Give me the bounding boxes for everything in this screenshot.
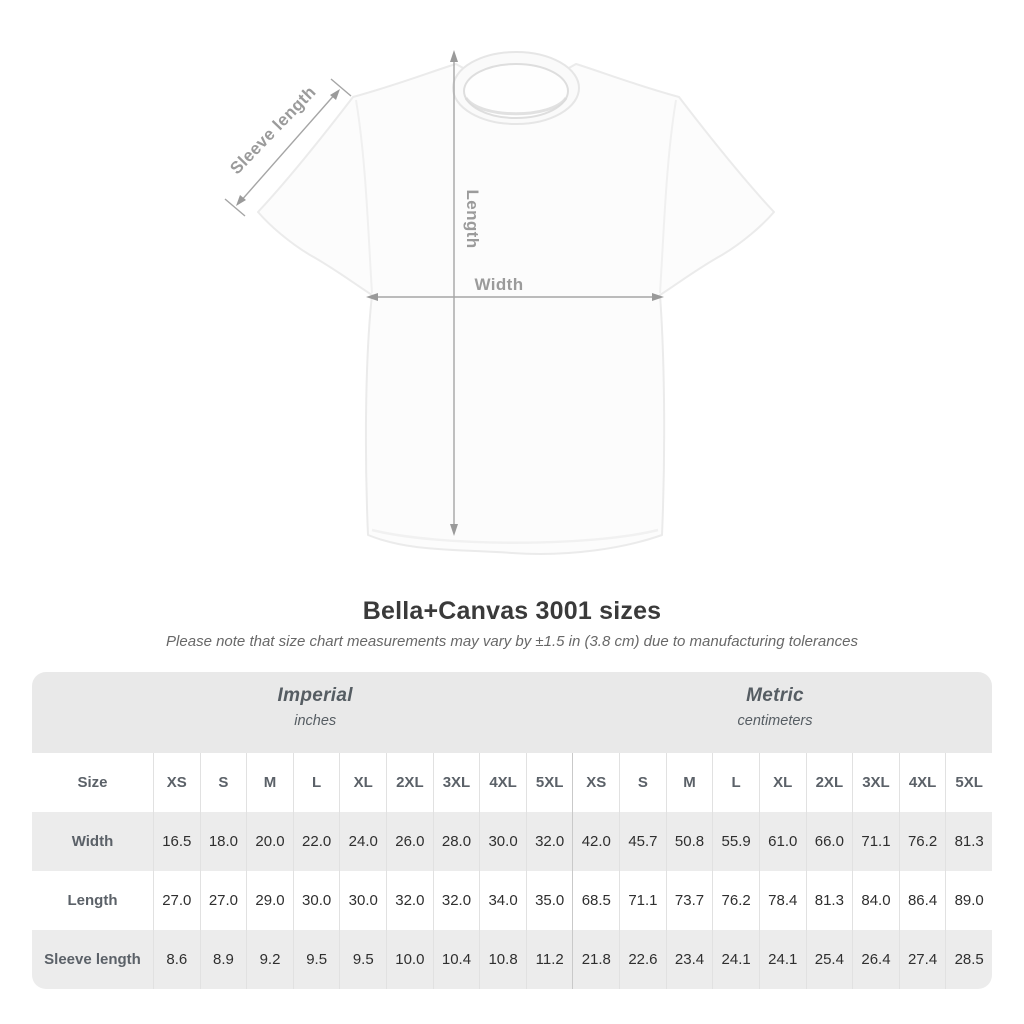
size-header-imperial: XL <box>339 753 386 812</box>
value-cell: 26.4 <box>852 930 899 989</box>
value-cell: 28.5 <box>945 930 992 989</box>
value-cell: 61.0 <box>759 812 806 871</box>
value-cell: 35.0 <box>526 871 573 930</box>
unit-group-imperial <box>278 685 353 729</box>
page-title: Bella+Canvas 3001 sizes <box>362 597 662 625</box>
value-cell: 71.1 <box>852 812 899 871</box>
value-cell: 55.9 <box>712 812 759 871</box>
value-cell: 50.8 <box>666 812 713 871</box>
value-cell: 25.4 <box>806 930 853 989</box>
size-header-imperial: 5XL <box>526 753 573 812</box>
value-cell: 71.1 <box>619 871 666 930</box>
imperial-label: Imperial <box>277 685 353 706</box>
row-label: Length <box>32 871 153 930</box>
value-cell: 16.5 <box>153 812 200 871</box>
size-header-metric: 5XL <box>945 753 992 812</box>
value-cell: 9.5 <box>293 930 340 989</box>
size-header-imperial: XS <box>153 753 200 812</box>
value-cell: 8.9 <box>200 930 247 989</box>
value-cell: 22.0 <box>293 812 340 871</box>
size-header-metric: 3XL <box>852 753 899 812</box>
unit-header-row <box>32 672 992 753</box>
value-cell: 84.0 <box>852 871 899 930</box>
value-cell: 24.1 <box>759 930 806 989</box>
value-cell: 81.3 <box>945 812 992 871</box>
value-cell: 27.0 <box>200 871 247 930</box>
size-header-metric: M <box>666 753 713 812</box>
imperial-unit: inches <box>294 713 337 729</box>
value-cell: 23.4 <box>666 930 713 989</box>
value-cell: 10.0 <box>386 930 433 989</box>
value-cell: 27.4 <box>899 930 946 989</box>
value-cell: 89.0 <box>945 871 992 930</box>
value-cell: 78.4 <box>759 871 806 930</box>
value-cell: 22.6 <box>619 930 666 989</box>
size-header-imperial: 3XL <box>433 753 480 812</box>
row-label: Sleeve length <box>32 930 153 989</box>
value-cell: 9.5 <box>339 930 386 989</box>
collar-inner <box>464 64 568 118</box>
tshirt-diagram <box>180 30 840 582</box>
length-label: Length <box>463 189 482 249</box>
value-cell: 32.0 <box>386 871 433 930</box>
size-col-header: Size <box>32 753 153 812</box>
size-header-metric: S <box>619 753 666 812</box>
row-label: Width <box>32 812 153 871</box>
value-cell: 42.0 <box>572 812 619 871</box>
value-cell: 30.0 <box>293 871 340 930</box>
size-header-metric: L <box>712 753 759 812</box>
value-cell: 68.5 <box>572 871 619 930</box>
metric-label: Metric <box>746 685 804 706</box>
measurements-grid <box>32 753 992 989</box>
size-header-imperial: L <box>293 753 340 812</box>
tshirt-svg <box>180 30 840 582</box>
value-cell: 73.7 <box>666 871 713 930</box>
value-cell: 86.4 <box>899 871 946 930</box>
value-cell: 9.2 <box>246 930 293 989</box>
metric-unit: centimeters <box>737 713 813 729</box>
size-header-imperial: M <box>246 753 293 812</box>
value-cell: 8.6 <box>153 930 200 989</box>
value-cell: 10.8 <box>479 930 526 989</box>
value-cell: 81.3 <box>806 871 853 930</box>
value-cell: 27.0 <box>153 871 200 930</box>
value-cell: 24.0 <box>339 812 386 871</box>
size-header-imperial: 4XL <box>479 753 526 812</box>
value-cell: 32.0 <box>526 812 573 871</box>
value-cell: 11.2 <box>526 930 573 989</box>
sleeve-length-label: Sleeve length <box>226 82 320 179</box>
tolerance-note: Please note that size chart measurements may vary by ±1.5 in (3.8 cm) due to manufacturing tolerances <box>166 633 858 650</box>
value-cell: 76.2 <box>899 812 946 871</box>
value-cell: 24.1 <box>712 930 759 989</box>
value-cell: 45.7 <box>619 812 666 871</box>
tshirt-outline <box>258 64 774 554</box>
length-arrowhead-top <box>450 50 458 62</box>
value-cell: 29.0 <box>246 871 293 930</box>
size-header-imperial: S <box>200 753 247 812</box>
size-table <box>32 672 992 989</box>
value-cell: 21.8 <box>572 930 619 989</box>
value-cell: 32.0 <box>433 871 480 930</box>
size-header-metric: 4XL <box>899 753 946 812</box>
unit-group-metric <box>738 685 813 729</box>
value-cell: 30.0 <box>479 812 526 871</box>
size-header-metric: XS <box>572 753 619 812</box>
size-header-metric: XL <box>759 753 806 812</box>
value-cell: 34.0 <box>479 871 526 930</box>
value-cell: 20.0 <box>246 812 293 871</box>
value-cell: 28.0 <box>433 812 480 871</box>
width-label: Width <box>474 275 524 294</box>
value-cell: 10.4 <box>433 930 480 989</box>
size-header-metric: 2XL <box>806 753 853 812</box>
size-header-imperial: 2XL <box>386 753 433 812</box>
value-cell: 66.0 <box>806 812 853 871</box>
value-cell: 76.2 <box>712 871 759 930</box>
value-cell: 18.0 <box>200 812 247 871</box>
value-cell: 26.0 <box>386 812 433 871</box>
value-cell: 30.0 <box>339 871 386 930</box>
